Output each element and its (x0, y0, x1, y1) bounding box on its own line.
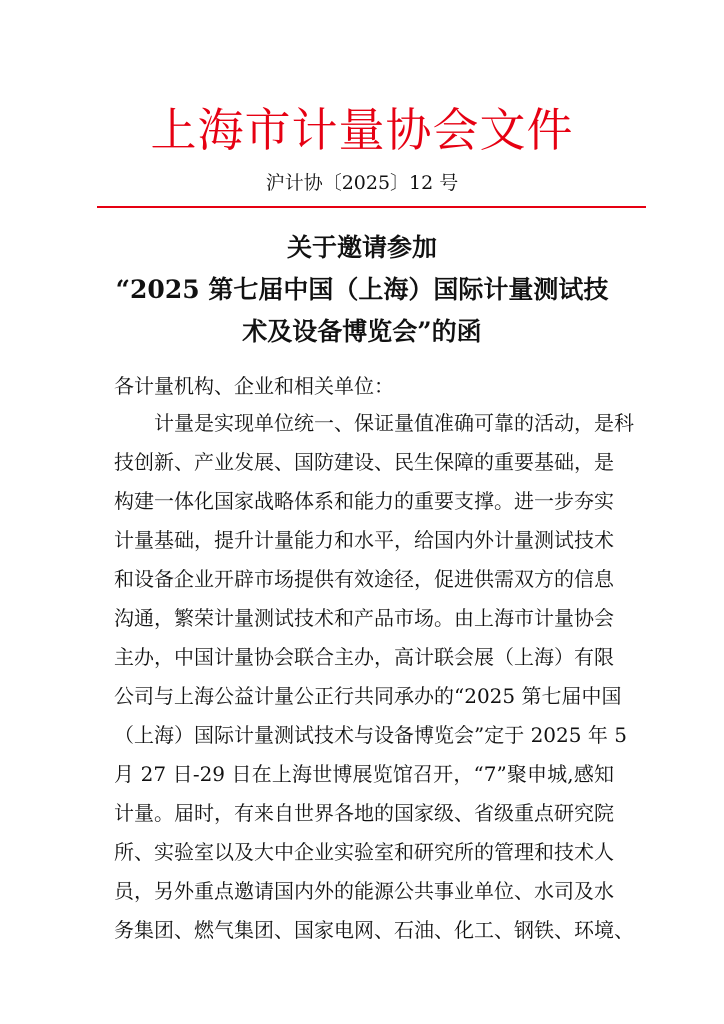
body-line: 月 27 日-29 日在上海世博展览馆召开，“7”聚申城,感知 (114, 762, 614, 786)
body-line: 务集团、燃气集团、国家电网、石油、化工、钢铁、环境、 (114, 918, 634, 942)
body-line: 计量基础，提升计量能力和水平，给国内外计量测试技术 (114, 528, 614, 552)
document-header-title: 上海市计量协会文件 (150, 103, 574, 157)
document-number: 沪计协〔2025〕12 号 (265, 172, 459, 194)
body-line: 员，另外重点邀请国内外的能源公共事业单位、水司及水 (114, 879, 614, 903)
subject-line: 关于邀请参加 (286, 233, 437, 262)
body-line: 所、实验室以及大中企业实验室和研究所的管理和技术人 (114, 840, 614, 864)
body-line: 技创新、产业发展、国防建设、民生保障的重要基础，是 (114, 450, 614, 474)
subject-line: “2025 第七届中国（上海）国际计量测试技 (115, 275, 609, 304)
body-line: （上海）国际计量测试技术与设备博览会”定于 2025 年 5 (114, 723, 627, 747)
document-subject (0, 227, 724, 353)
body-line: 和设备企业开辟市场提供有效途径，促进供需双方的信息 (114, 567, 614, 591)
body-line: 主办，中国计量协会联合主办，高计联会展（上海）有限 (114, 645, 614, 669)
salutation: 各计量机构、企业和相关单位： (114, 374, 394, 398)
header-red-divider (97, 206, 646, 208)
body-line: 计量。届时，有来自世界各地的国家级、省级重点研究院 (114, 801, 614, 825)
body-line: 沟通，繁荣计量测试技术和产品市场。由上海市计量协会 (114, 606, 614, 630)
body-line: 构建一体化国家战略体系和能力的重要支撑。进一步夯实 (114, 489, 614, 513)
subject-line: 术及设备博览会”的函 (242, 317, 482, 346)
body-line: 公司与上海公益计量公正行共同承办的“2025 第七届中国 (114, 684, 622, 708)
body-line: 计量是实现单位统一、保证量值准确可靠的活动，是科 (154, 411, 634, 435)
